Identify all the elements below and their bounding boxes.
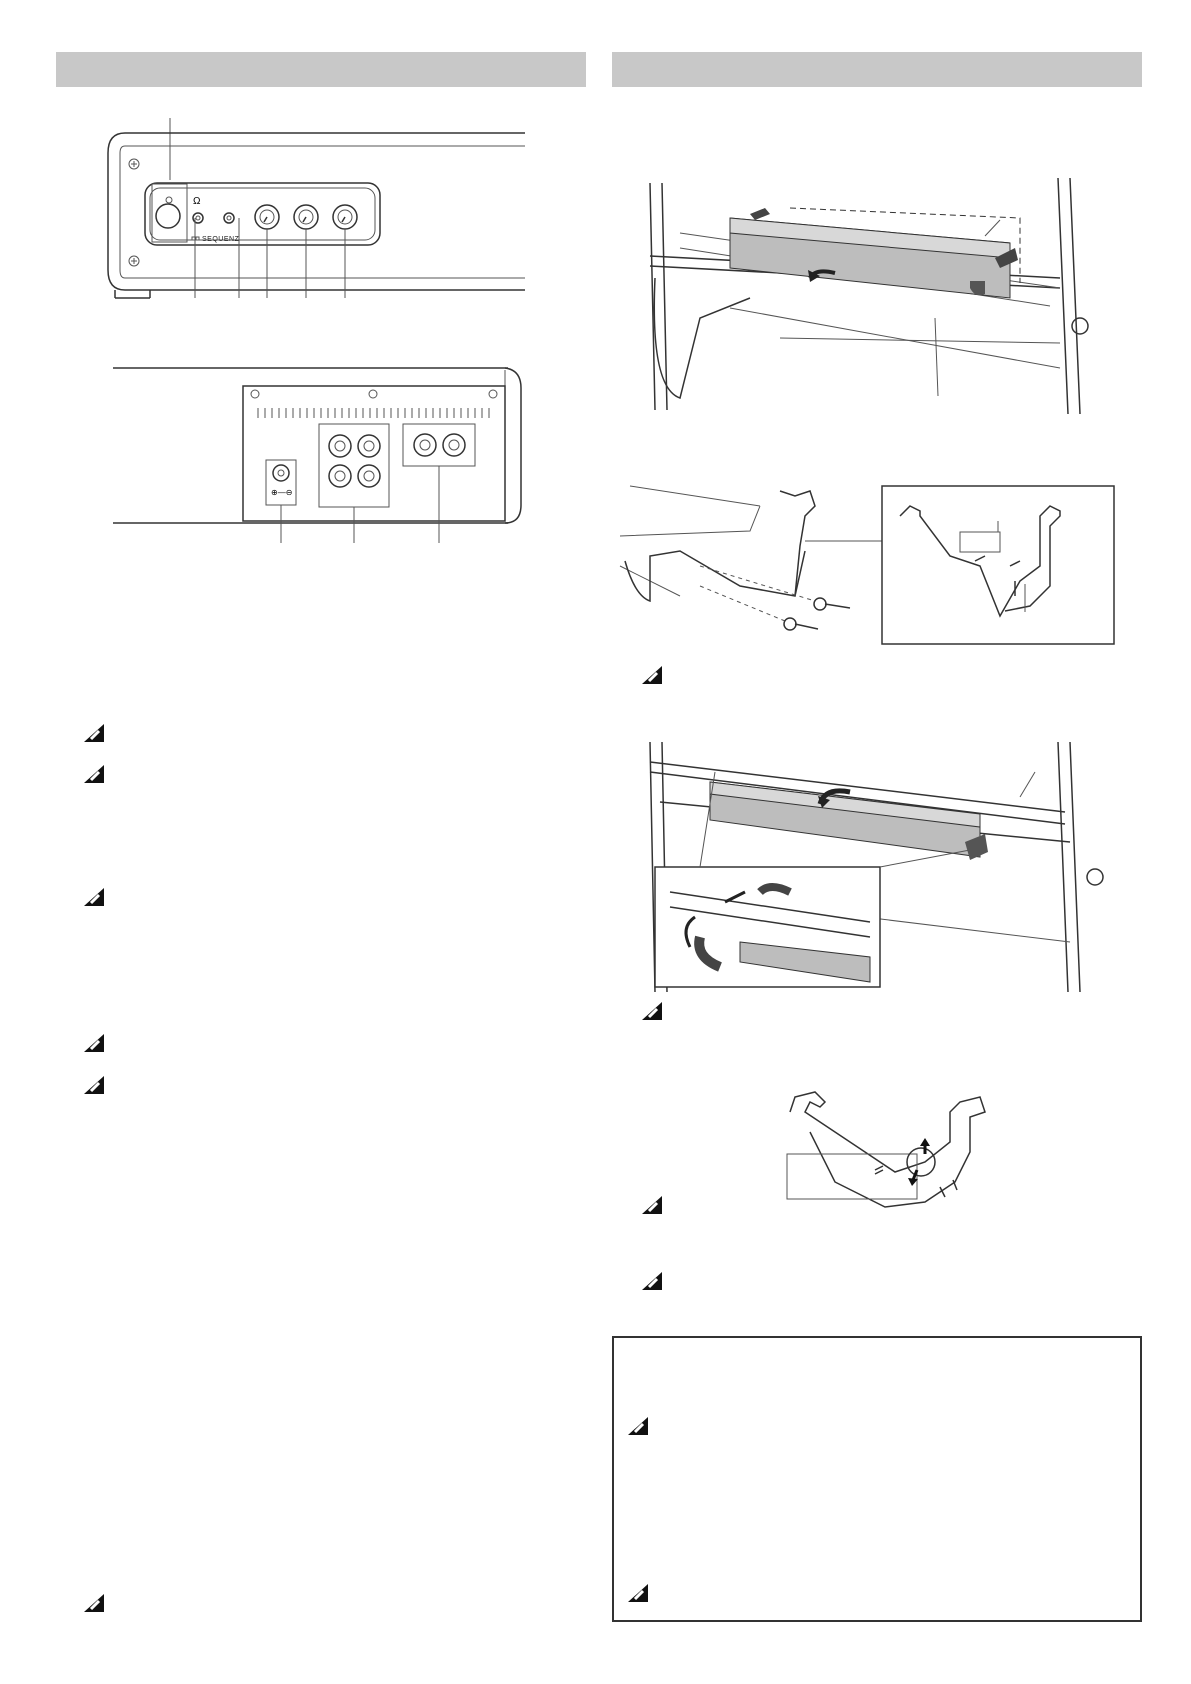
- stand-mounting-figure-1: [640, 178, 1110, 414]
- caution-pencil-icon: [82, 886, 106, 908]
- front-panel-figure: [100, 118, 530, 303]
- right-section-header-bar: [612, 52, 1142, 87]
- rear-panel-figure: [113, 368, 523, 548]
- caution-pencil-icon: [626, 1582, 650, 1604]
- dc-polarity-icon: ⊕—⊖: [271, 488, 293, 497]
- caution-pencil-icon: [640, 664, 664, 686]
- bracket-adjustment-figure: [775, 1082, 1000, 1212]
- caution-pencil-icon: [626, 1415, 650, 1437]
- note-box: [612, 1336, 1142, 1622]
- caution-pencil-icon: [640, 1194, 664, 1216]
- left-section-header-bar: [56, 52, 586, 87]
- stand-mounting-figure-2: [640, 742, 1110, 992]
- caution-pencil-icon: [82, 1032, 106, 1054]
- headphones-icon: Ω: [193, 196, 201, 207]
- brand-label: SEQUENZ: [202, 236, 240, 243]
- caution-pencil-icon: [82, 763, 106, 785]
- caution-pencil-icon: [640, 1270, 664, 1292]
- caution-pencil-icon: [82, 1074, 106, 1096]
- caution-pencil-icon: [640, 1000, 664, 1022]
- caution-pencil-icon: [82, 722, 106, 744]
- bracket-detail-figure: [620, 486, 1120, 646]
- caution-pencil-icon: [82, 1592, 106, 1614]
